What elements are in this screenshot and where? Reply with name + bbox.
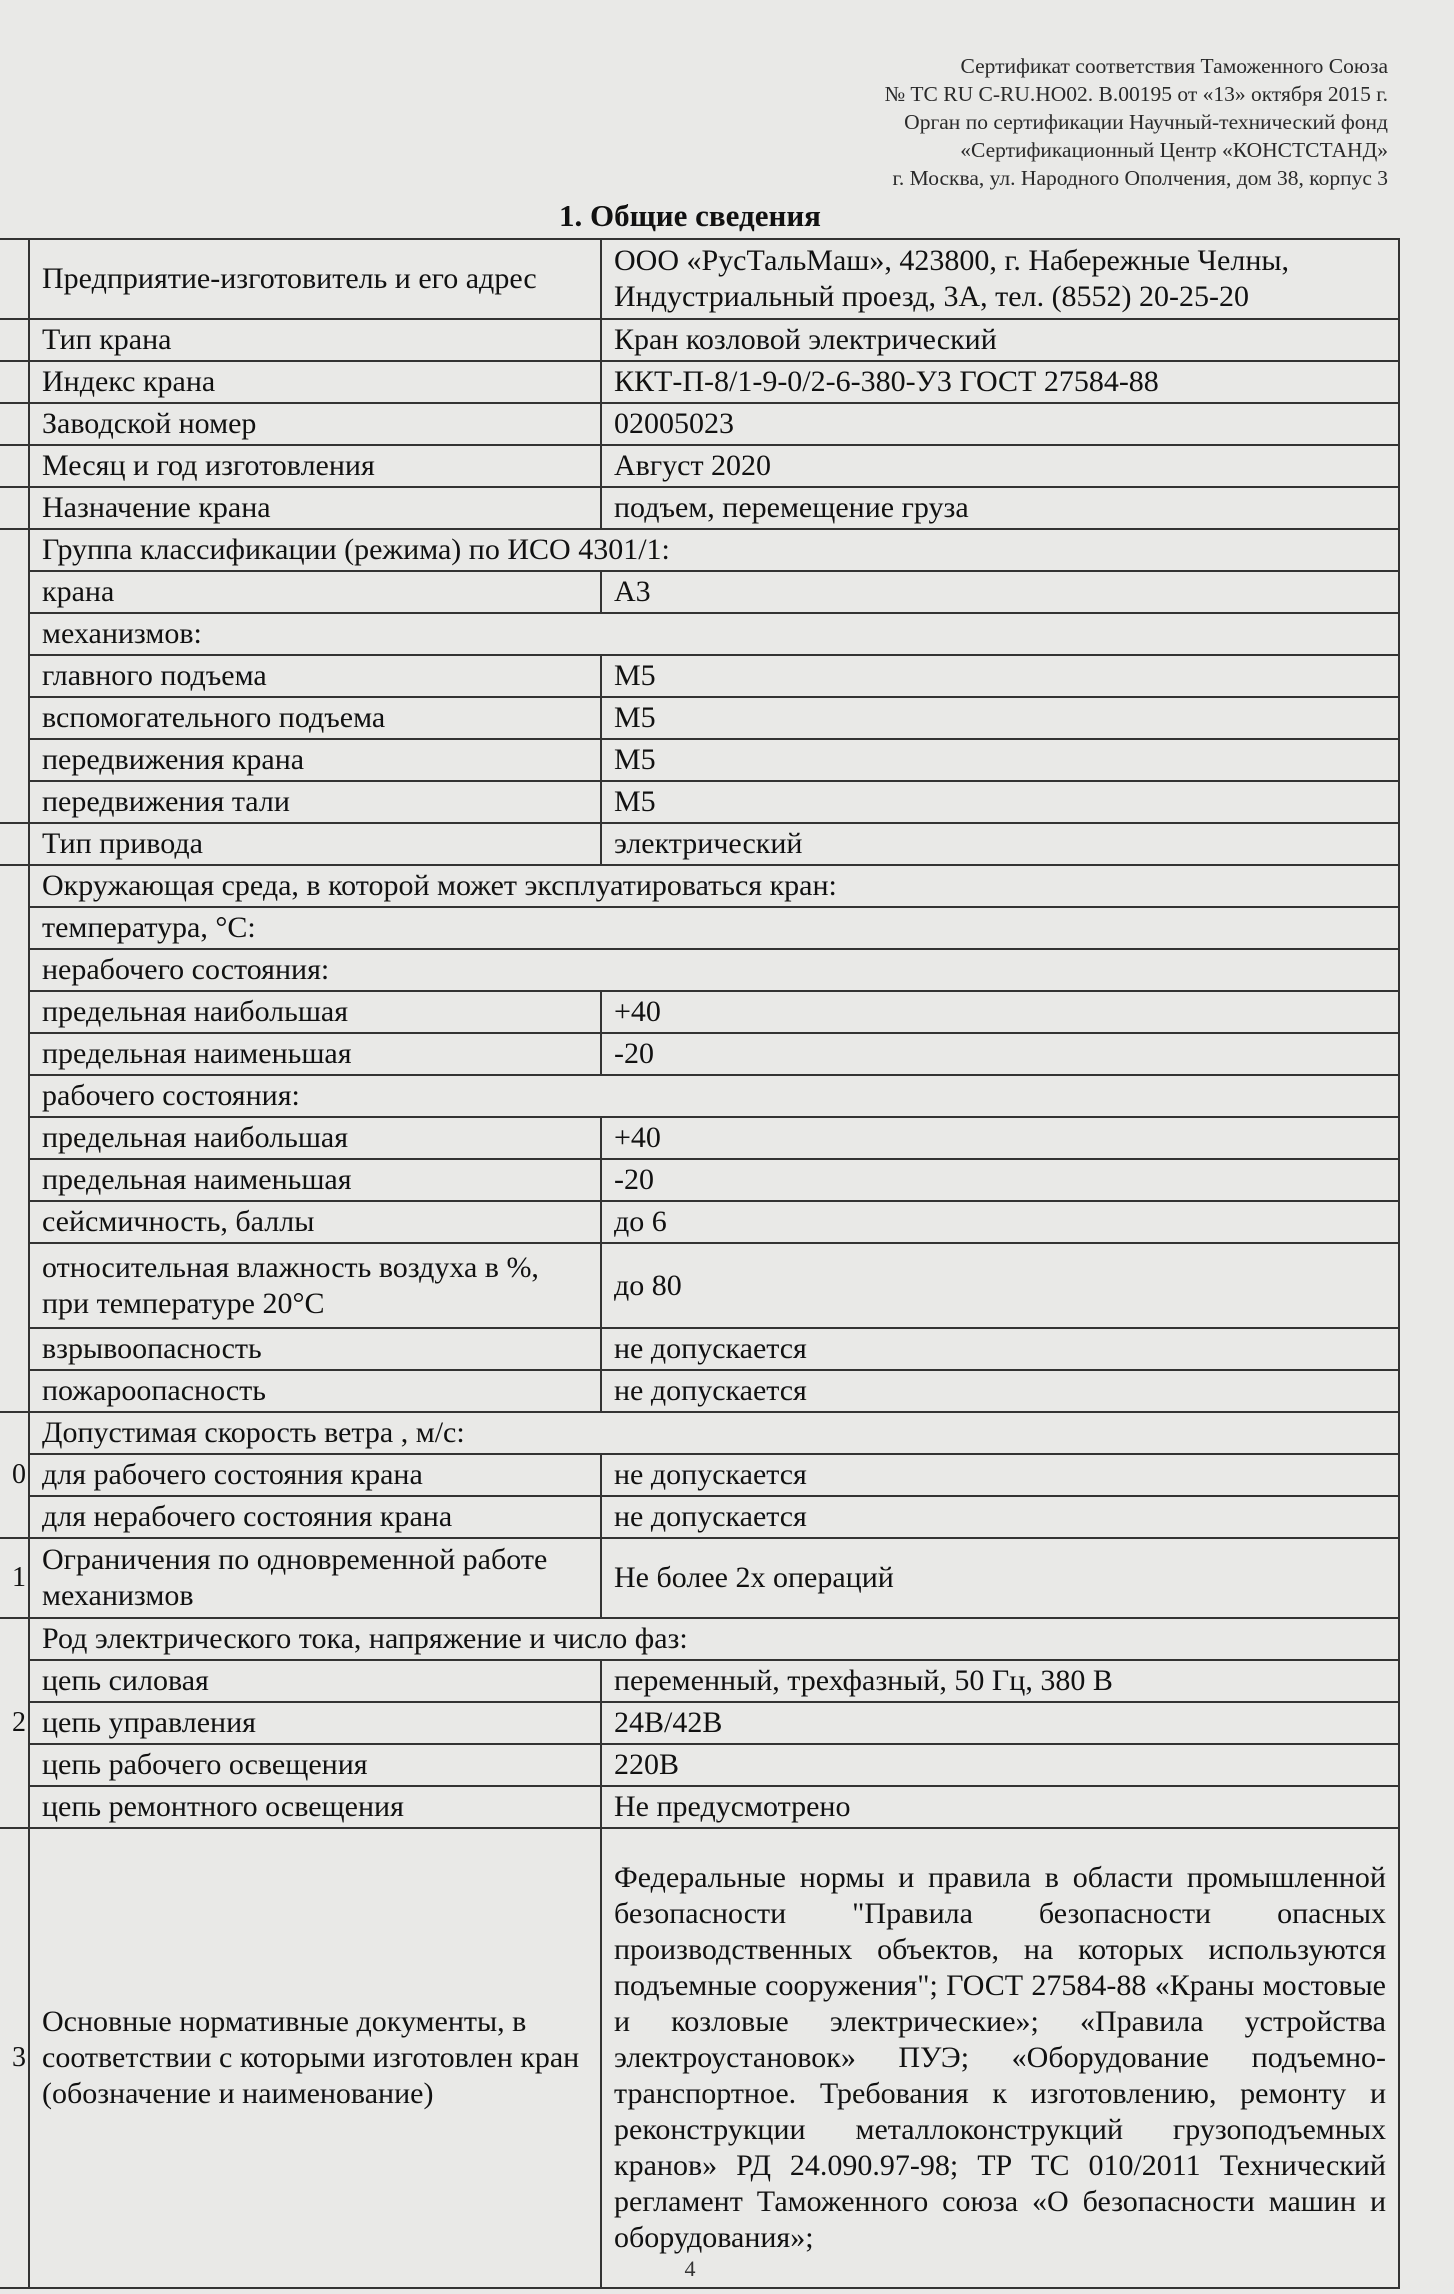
table-row [0, 403, 1399, 445]
table-row [0, 949, 1399, 991]
row-label: передвижения крана [29, 739, 601, 781]
row-label: для рабочего состояния крана [29, 1454, 601, 1496]
row-number [0, 487, 29, 529]
row-label: Допустимая скорость ветра , м/с: [29, 1412, 1399, 1454]
row-label: взрывоопасность [29, 1328, 601, 1370]
row-value: не допускается [601, 1454, 1399, 1496]
row-label: вспомогательного подъема [29, 697, 601, 739]
row-number [0, 529, 29, 823]
row-number: 2 [0, 1618, 29, 1828]
row-value: +40 [601, 991, 1399, 1033]
row-value: 02005023 [601, 403, 1399, 445]
table-row [0, 1159, 1399, 1201]
row-label: крана [29, 571, 601, 613]
row-label: цепь ремонтного освещения [29, 1786, 601, 1828]
row-label: Окружающая среда, в которой может эксплуатироваться кран: [29, 865, 1399, 907]
row-number: 1 [0, 1538, 29, 1618]
row-number [0, 865, 29, 1412]
row-value: ООО «РусТальМаш», 423800, г. Набережные Челны, Индустриальный проезд, 3А, тел. (8552) 20-25-20 [601, 239, 1399, 319]
row-number [0, 445, 29, 487]
row-value: не допускается [601, 1370, 1399, 1412]
row-value: электрический [601, 823, 1399, 865]
row-label: нерабочего состояния: [29, 949, 1399, 991]
table-row [0, 1496, 1399, 1538]
table-row [0, 1828, 1399, 2288]
table-row [0, 1117, 1399, 1159]
row-value: не допускается [601, 1496, 1399, 1538]
row-value: Федеральные нормы и правила в области промышленной безопасности "Правила безопасности опасных производственных объектов, на которых используются подъемные сооружения"; ГОСТ 27584-88 «Краны мостовые и козловые электрические»; «Правила устройства электроустановок» ПУЭ; «Оборудование подъемно-транспортное. Требования к изготовлению, ремонту и реконструкции металлоконструкций грузоподъемных кранов» РД 24.090.97-98; ТР ТС 010/2011 Технический регламент Таможенного союза «О безопасности машин и оборудования»; [601, 1828, 1399, 2288]
section-title: 1. Общие сведения [559, 198, 821, 233]
table-row [0, 1702, 1399, 1744]
header-line: Орган по сертификации Научный-технический фонд [904, 110, 1388, 134]
table-row [0, 991, 1399, 1033]
table-row [0, 445, 1399, 487]
table-row [0, 655, 1399, 697]
row-label: предельная наибольшая [29, 1117, 601, 1159]
table-row [0, 529, 1399, 571]
header-line: «Сертификационный Центр «КОНСТСТАНД» [960, 138, 1388, 162]
table-row [0, 1412, 1399, 1454]
table-row [0, 781, 1399, 823]
table-row [0, 1786, 1399, 1828]
row-number [0, 361, 29, 403]
row-value: 220В [601, 1744, 1399, 1786]
table-row [0, 1033, 1399, 1075]
table-row [0, 907, 1399, 949]
row-value: ККТ-П-8/1-9-0/2-6-380-У3 ГОСТ 27584-88 [601, 361, 1399, 403]
table-row [0, 1243, 1399, 1328]
row-value: М5 [601, 697, 1399, 739]
row-value: -20 [601, 1033, 1399, 1075]
row-label: цепь силовая [29, 1660, 601, 1702]
table-row [0, 1370, 1399, 1412]
table-row [0, 1538, 1399, 1618]
row-label: пожароопасность [29, 1370, 601, 1412]
row-value: не допускается [601, 1328, 1399, 1370]
certificate-header [688, 52, 1388, 192]
table-row [0, 571, 1399, 613]
row-value: +40 [601, 1117, 1399, 1159]
table-row [0, 239, 1399, 319]
row-label: Основные нормативные документы, в соответствии с которыми изготовлен кран (обозначение и наименование) [29, 1828, 601, 2288]
row-label: предельная наименьшая [29, 1033, 601, 1075]
header-line: № ТС RU C-RU.HO02. B.00195 от «13» октября 2015 г. [884, 82, 1388, 106]
row-label: Заводской номер [29, 403, 601, 445]
row-value: М5 [601, 655, 1399, 697]
row-value: М5 [601, 781, 1399, 823]
row-value: А3 [601, 571, 1399, 613]
row-value: Не более 2х операций [601, 1538, 1399, 1618]
table-row [0, 1744, 1399, 1786]
table-row [0, 739, 1399, 781]
page-number: 4 [684, 2256, 696, 2281]
row-label: температура, °С: [29, 907, 1399, 949]
row-label: цепь управления [29, 1702, 601, 1744]
row-label: рабочего состояния: [29, 1075, 1399, 1117]
row-value: -20 [601, 1159, 1399, 1201]
row-value: до 80 [601, 1243, 1399, 1328]
table-row [0, 823, 1399, 865]
row-label: предельная наибольшая [29, 991, 601, 1033]
table-row [0, 613, 1399, 655]
row-value: Кран козловой электрический [601, 319, 1399, 361]
row-label: передвижения тали [29, 781, 601, 823]
row-number [0, 239, 29, 319]
row-label: сейсмичность, баллы [29, 1201, 601, 1243]
table-row [0, 1328, 1399, 1370]
table-row [0, 1660, 1399, 1702]
table-row [0, 1618, 1399, 1660]
row-label: Месяц и год изготовления [29, 445, 601, 487]
table-row [0, 1201, 1399, 1243]
table-row [0, 1075, 1399, 1117]
row-label: для нерабочего состояния крана [29, 1496, 601, 1538]
row-number [0, 403, 29, 445]
row-value: переменный, трехфазный, 50 Гц, 380 В [601, 1660, 1399, 1702]
row-value: Не предусмотрено [601, 1786, 1399, 1828]
row-number: 0 [0, 1412, 29, 1538]
row-label: главного подъема [29, 655, 601, 697]
header-line: г. Москва, ул. Народного Ополчения, дом 38, корпус 3 [892, 166, 1388, 190]
row-label: относительная влажность воздуха в %, при температуре 20°С [29, 1243, 601, 1328]
row-value: подъем, перемещение груза [601, 487, 1399, 529]
table-row [0, 361, 1399, 403]
row-value: 24В/42В [601, 1702, 1399, 1744]
row-label: Тип привода [29, 823, 601, 865]
row-number [0, 823, 29, 865]
row-value: М5 [601, 739, 1399, 781]
table-row [0, 319, 1399, 361]
general-info-table [0, 238, 1400, 2289]
row-number: 3 [0, 1828, 29, 2288]
row-label: Род электрического тока, напряжение и число фаз: [29, 1618, 1399, 1660]
row-value: до 6 [601, 1201, 1399, 1243]
row-label: предельная наименьшая [29, 1159, 601, 1201]
row-value: Август 2020 [601, 445, 1399, 487]
header-line: Сертификат соответствия Таможенного Союза [960, 54, 1388, 78]
row-label: Тип крана [29, 319, 601, 361]
table-row [0, 487, 1399, 529]
table-row [0, 865, 1399, 907]
row-label: цепь рабочего освещения [29, 1744, 601, 1786]
row-label: Группа классификации (режима) по ИСО 4301/1: [29, 529, 1399, 571]
table-row [0, 697, 1399, 739]
row-label: Индекс крана [29, 361, 601, 403]
table-row [0, 1454, 1399, 1496]
row-label: Предприятие-изготовитель и его адрес [29, 239, 601, 319]
row-number [0, 319, 29, 361]
row-label: Ограничения по одновременной работе механизмов [29, 1538, 601, 1618]
row-label: механизмов: [29, 613, 1399, 655]
row-label: Назначение крана [29, 487, 601, 529]
